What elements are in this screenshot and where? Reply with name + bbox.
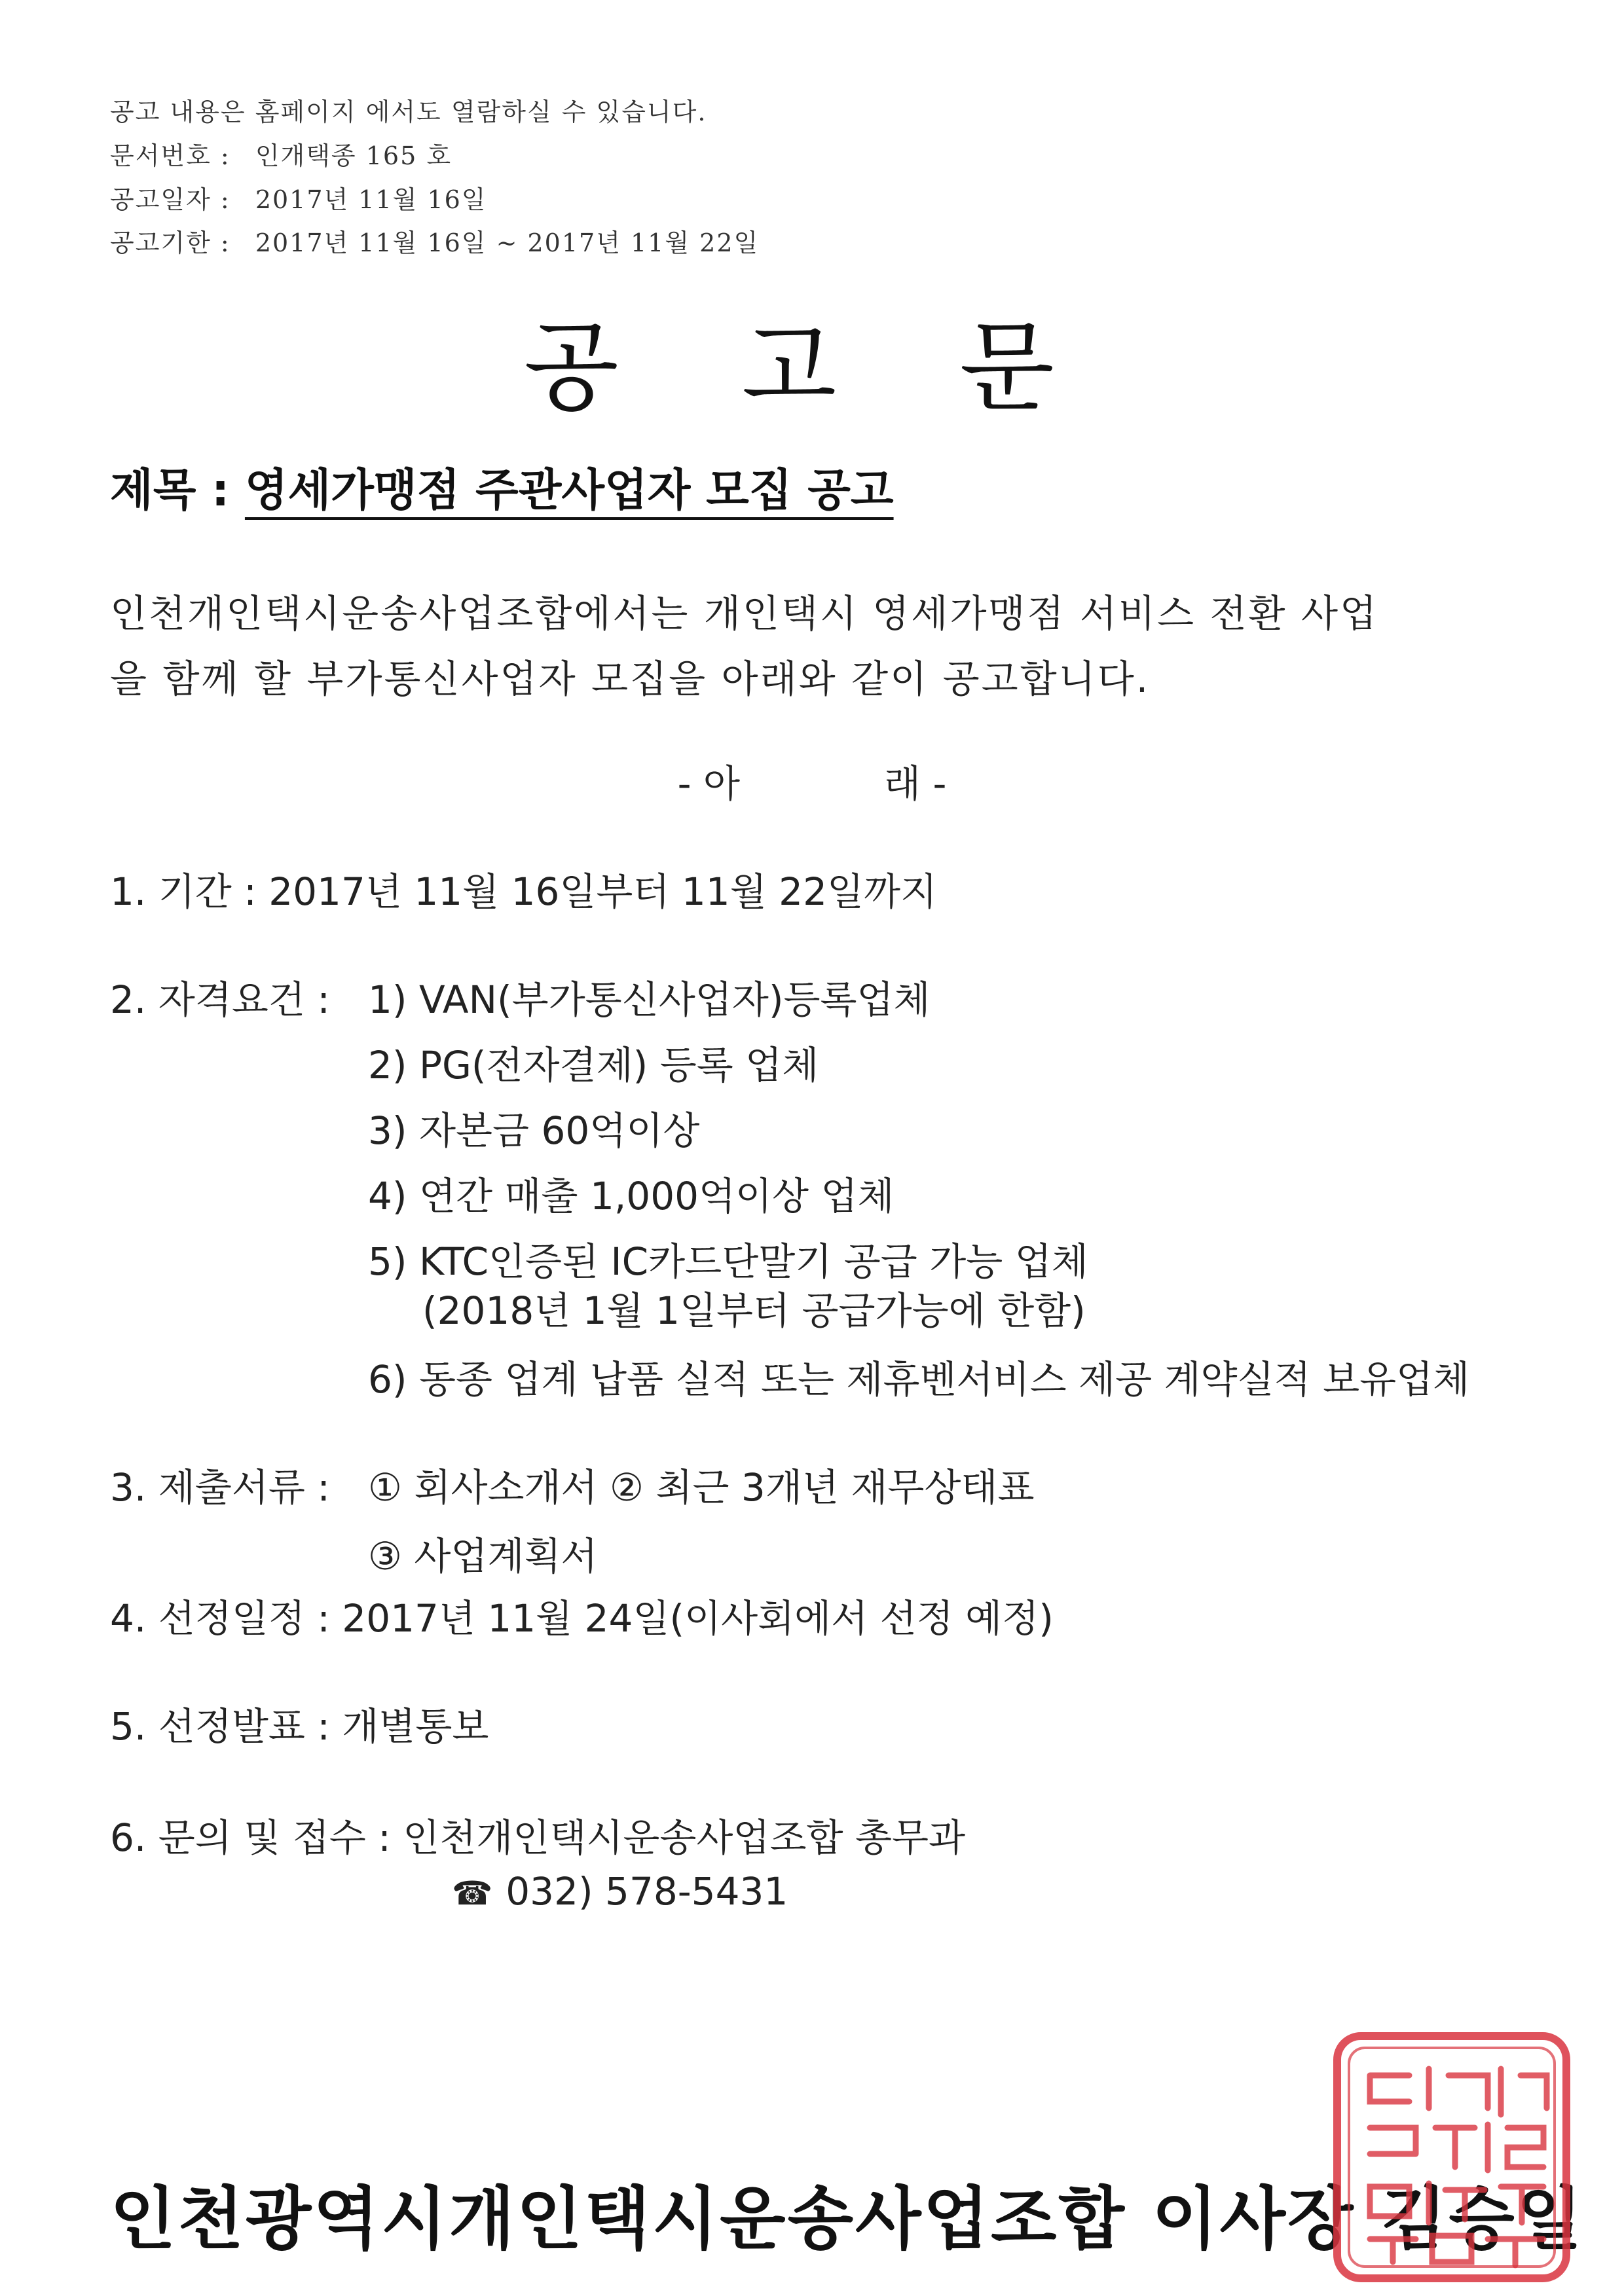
official-seal-icon (1331, 2030, 1573, 2285)
item-announcement: 5. 선정발표 : 개별통보 (110, 1704, 489, 1749)
documents-line-2: ③ 사업계획서 (368, 1534, 598, 1578)
intro-line-2: 을 함께 할 부가통신사업자 모집을 아래와 같이 공고합니다. (110, 657, 1151, 701)
qualification-1: 1) VAN(부가통신사업자)등록업체 (368, 977, 931, 1022)
documents-line-1: ① 회사소개서 ② 최근 3개년 재무상태표 (368, 1465, 1035, 1510)
subject-text: 영세가맹점 주관사업자 모집 공고 (244, 465, 894, 517)
below-heading (0, 753, 1624, 808)
qualification-3: 3) 자본금 60억이상 (368, 1108, 700, 1153)
telephone-icon: ☎ (452, 1874, 493, 1912)
phone-line (452, 1869, 788, 1914)
qualification-5: 5) KTC인증된 IC카드단말기 공급 가능 업체 (368, 1239, 1088, 1284)
notice-date-label: 공고일자 : (110, 185, 231, 214)
homepage-notice: 공고 내용은 홈페이지 에서도 열람하실 수 있습니다. (110, 98, 707, 126)
document-number (110, 136, 452, 172)
notice-date-value: 2017년 11월 16일 (255, 185, 487, 214)
qualification-2: 2) PG(전자결제) 등록 업체 (368, 1043, 819, 1087)
subject-label: 제목 : (110, 465, 245, 517)
document-number-label: 문서번호 : (110, 141, 231, 170)
item-inquiry: 6. 문의 및 접수 : 인천개인택시운송사업조합 총무과 (110, 1815, 966, 1860)
below-heading-left: - 아 (677, 761, 740, 806)
item-documents-label: 3. 제출서류 : (110, 1465, 330, 1510)
notice-date (110, 179, 487, 215)
item-selection-date: 4. 선정일정 : 2017년 11월 24일(이사회에서 선정 예정) (110, 1596, 1054, 1641)
document-title: 공 고 문 (523, 311, 1101, 425)
notice-period-value: 2017년 11월 16일 ~ 2017년 11월 22일 (255, 228, 760, 257)
subject (110, 455, 894, 519)
item-period: 1. 기간 : 2017년 11월 16일부터 11월 22일까지 (110, 869, 938, 914)
item-qualification-label: 2. 자격요건 : (110, 977, 330, 1022)
notice-period (110, 223, 759, 259)
notice-period-label: 공고기한 : (110, 228, 231, 257)
issuer-name: 인천광역시개인택시운송사업조합 이사장 김승일 (110, 2178, 1585, 2259)
intro-line-1: 인천개인택시운송사업조합에서는 개인택시 영세가맹점 서비스 전환 사업 (110, 591, 1379, 636)
below-heading-right: 래 - (884, 761, 947, 806)
qualification-4: 4) 연간 매출 1,000억이상 업체 (368, 1174, 895, 1218)
document-number-value: 인개택종 165 호 (255, 141, 452, 170)
phone-number: 032) 578-5431 (506, 1869, 788, 1914)
qualification-6: 6) 동종 업계 납품 실적 또는 제휴벤서비스 제공 계약실적 보유업체 (368, 1357, 1470, 1402)
qualification-5-note: (2018년 1월 1일부터 공급가능에 한함) (422, 1288, 1086, 1333)
